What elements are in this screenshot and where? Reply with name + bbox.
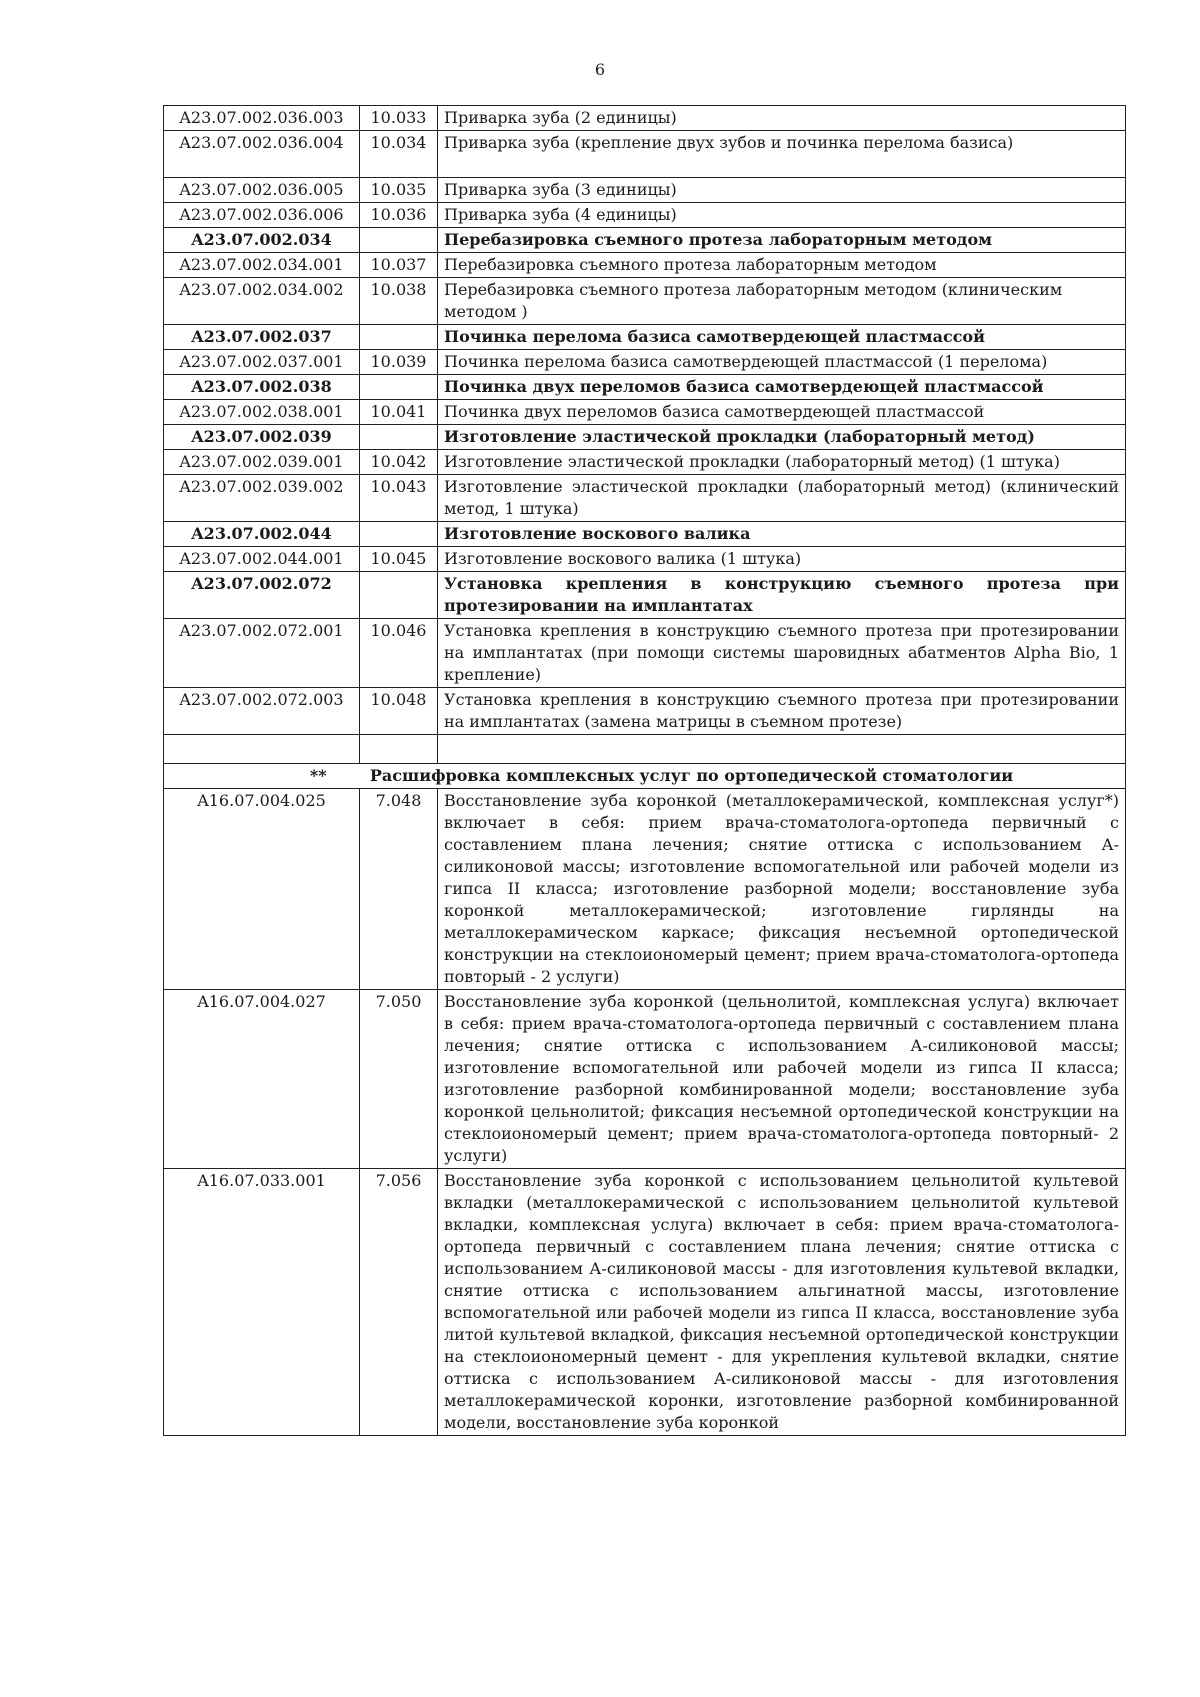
service-code: A23.07.002.034 xyxy=(164,228,360,253)
empty-row xyxy=(164,735,1126,764)
table-row xyxy=(164,450,1126,475)
service-number: 10.041 xyxy=(360,400,438,425)
service-description: Восстановление зуба коронкой (металлокерамической, комплексная услуг*) включает в себя: прием врача-стоматолога-ортопеда первичный с составлением плана лечения; снятие оттиска с использованием А-силиконовой массы; изготовление вспомогательной или рабочей модели из гипса II класса; изготовление разборной модели; восстановление зуба коронкой металлокерамической; изготовление гирлянды на металлокерамическом каркасе; фиксация несъемной ортопедической конструкции на стеклоиономерый цемент; прием врача-стоматолога-ортопеда повторый - 2 услуги) xyxy=(438,789,1126,990)
service-number: 10.043 xyxy=(360,475,438,522)
service-description: Восстановление зуба коронкой с использованием цельнолитой культевой вкладки (металлокерамической с использованием цельнолитой культевой вкладки, комплексная услуга) включает в себя: прием врача-стоматолога-ортопеда первичный с составлением плана лечения; снятие оттиска с использованием А-силиконовой массы - для изготовления культевой вкладки, снятие оттиска с использованием альгинатной массы, изготовление вспомогательной или рабочей модели из гипса II класса, восстановление зуба литой культевой вкладкой, фиксация несъемной ортопедической конструкции на стеклоиономерный цемент - для укрепления культевой вкладки, снятие оттиска с использованием А-силиконовой массы - для изготовления металлокерамической коронки, изготовление разборной комбинированной модели, восстановление зуба коронкой xyxy=(438,1169,1126,1436)
service-number: 10.042 xyxy=(360,450,438,475)
service-code: A23.07.002.038 xyxy=(164,375,360,400)
services-table xyxy=(163,105,1126,1436)
service-code: A23.07.002.038.001 xyxy=(164,400,360,425)
empty-cell xyxy=(164,735,360,764)
table-row xyxy=(164,688,1126,735)
table-row xyxy=(164,228,1126,253)
table-row xyxy=(164,789,1126,990)
service-number xyxy=(360,228,438,253)
service-description: Приварка зуба (2 единицы) xyxy=(438,106,1126,131)
table-row xyxy=(164,522,1126,547)
service-description: Приварка зуба (крепление двух зубов и починка перелома базиса) xyxy=(438,131,1126,178)
service-code: A16.07.004.025 xyxy=(164,789,360,990)
service-code: A16.07.033.001 xyxy=(164,1169,360,1436)
service-code: A23.07.002.034.001 xyxy=(164,253,360,278)
page-number: 6 xyxy=(594,60,606,79)
table-row xyxy=(164,253,1126,278)
service-description: Починка двух переломов базиса самотвердеющей пластмассой xyxy=(438,375,1126,400)
service-code: A23.07.002.036.005 xyxy=(164,178,360,203)
section-title: Расшифровка комплексных услуг по ортопедической стоматологии xyxy=(369,766,1014,785)
service-code: A23.07.002.036.004 xyxy=(164,131,360,178)
service-code: A23.07.002.039 xyxy=(164,425,360,450)
service-code: A23.07.002.039.001 xyxy=(164,450,360,475)
service-description: Восстановление зуба коронкой (цельнолитой, комплексная услуга) включает в себя: прием врача-стоматолога-ортопеда первичный с составлением плана лечения; снятие оттиска с использованием А-силиконовой массы; изготовление вспомогательной или рабочей модели из гипса II класса; изготовление разборной комбинированной модели; восстановление зуба коронкой цельнолитой; фиксация несъемной ортопедической конструкции на стеклоиономерый цемент; прием врача-стоматолога-ортопеда повторный- 2 услуги) xyxy=(438,990,1126,1169)
services-table-body xyxy=(164,106,1126,1436)
table-row xyxy=(164,1169,1126,1436)
service-number: 10.034 xyxy=(360,131,438,178)
service-code: A23.07.002.037.001 xyxy=(164,350,360,375)
service-code: A23.07.002.037 xyxy=(164,325,360,350)
service-number: 10.048 xyxy=(360,688,438,735)
service-description: Приварка зуба (3 единицы) xyxy=(438,178,1126,203)
service-number: 10.038 xyxy=(360,278,438,325)
section-header-row xyxy=(164,764,1126,789)
service-number: 10.036 xyxy=(360,203,438,228)
service-number xyxy=(360,425,438,450)
service-code: A23.07.002.036.006 xyxy=(164,203,360,228)
service-description: Изготовление эластической прокладки (лабораторный метод) xyxy=(438,425,1126,450)
service-description: Установка крепления в конструкцию съемного протеза при протезировании на имплантатах (при помощи системы шаровидных абатментов Alpha Bio, 1 крепление) xyxy=(438,619,1126,688)
section-marker: ** xyxy=(309,766,327,785)
table-row xyxy=(164,203,1126,228)
table-row xyxy=(164,400,1126,425)
table-row xyxy=(164,278,1126,325)
service-number: 10.046 xyxy=(360,619,438,688)
table-row xyxy=(164,350,1126,375)
table-row xyxy=(164,325,1126,350)
table-row xyxy=(164,572,1126,619)
table-row xyxy=(164,106,1126,131)
table-row xyxy=(164,131,1126,178)
service-number: 7.048 xyxy=(360,789,438,990)
service-description: Установка крепления в конструкцию съемного протеза при протезировании на имплантатах (замена матрицы в съемном протезе) xyxy=(438,688,1126,735)
service-code: A23.07.002.039.002 xyxy=(164,475,360,522)
service-number: 10.035 xyxy=(360,178,438,203)
service-description: Изготовление эластической прокладки (лабораторный метод) (1 штука) xyxy=(438,450,1126,475)
table-row xyxy=(164,619,1126,688)
service-code: A23.07.002.072.001 xyxy=(164,619,360,688)
table-row xyxy=(164,990,1126,1169)
service-description: Починка двух переломов базиса самотвердеющей пластмассой xyxy=(438,400,1126,425)
service-number: 10.045 xyxy=(360,547,438,572)
service-description: Изготовление воскового валика (1 штука) xyxy=(438,547,1126,572)
service-number xyxy=(360,522,438,547)
service-description: Изготовление эластической прокладки (лабораторный метод) (клинический метод, 1 штука) xyxy=(438,475,1126,522)
service-description: Перебазировка съемного протеза лабораторным методом xyxy=(438,253,1126,278)
empty-cell xyxy=(360,735,438,764)
service-description: Перебазировка съемного протеза лабораторным методом (клиническим методом ) xyxy=(438,278,1126,325)
service-number: 7.050 xyxy=(360,990,438,1169)
empty-cell xyxy=(438,735,1126,764)
service-description: Изготовление воскового валика xyxy=(438,522,1126,547)
service-description: Починка перелома базиса самотвердеющей пластмассой (1 перелома) xyxy=(438,350,1126,375)
service-code: A23.07.002.072 xyxy=(164,572,360,619)
section-header xyxy=(164,764,1126,789)
service-code: A23.07.002.036.003 xyxy=(164,106,360,131)
service-number xyxy=(360,572,438,619)
table-row xyxy=(164,475,1126,522)
service-code: A23.07.002.044.001 xyxy=(164,547,360,572)
service-number: 10.033 xyxy=(360,106,438,131)
service-number: 7.056 xyxy=(360,1169,438,1436)
service-code: A16.07.004.027 xyxy=(164,990,360,1169)
service-description: Перебазировка съемного протеза лабораторным методом xyxy=(438,228,1126,253)
service-description: Установка крепления в конструкцию съемного протеза при протезировании на имплантатах xyxy=(438,572,1126,619)
service-code: A23.07.002.072.003 xyxy=(164,688,360,735)
service-code: A23.07.002.044 xyxy=(164,522,360,547)
table-row xyxy=(164,178,1126,203)
service-code: A23.07.002.034.002 xyxy=(164,278,360,325)
service-number: 10.037 xyxy=(360,253,438,278)
table-row xyxy=(164,375,1126,400)
table-row xyxy=(164,425,1126,450)
service-number xyxy=(360,375,438,400)
service-number xyxy=(360,325,438,350)
service-description: Приварка зуба (4 единицы) xyxy=(438,203,1126,228)
table-row xyxy=(164,547,1126,572)
service-number: 10.039 xyxy=(360,350,438,375)
service-description: Починка перелома базиса самотвердеющей пластмассой xyxy=(438,325,1126,350)
